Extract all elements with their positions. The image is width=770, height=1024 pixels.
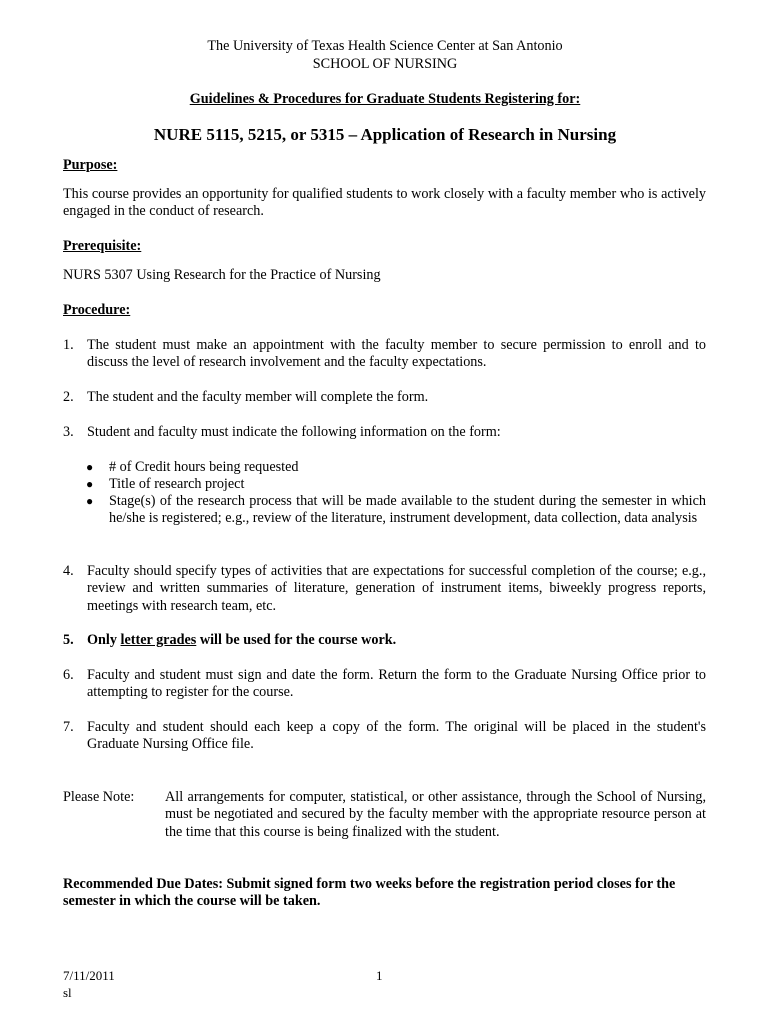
guidelines-heading: Guidelines & Procedures for Graduate Students Registering for: [189,91,581,107]
note-label: Please Note: [63,789,135,805]
footer-date: 7/11/2011 [63,968,115,983]
note-text: All arrangements for computer, statistical, or other assistance, through the School of Nursing, must be negotiated and secured by the faculty member with the appropriate resource person at the time that this course is being finalized with the student. [165,789,706,840]
procedure-item-number: 6. [63,667,74,683]
procedure-item-text: Faculty and student must sign and date the form. Return the form to the Graduate Nursing Office prior to attempting to register for the course. [87,667,706,701]
purpose-heading: Purpose: [63,157,118,173]
institution-name: The University of Texas Health Science Center at San Antonio [207,38,563,54]
bullet-text: Title of research project [109,476,245,492]
procedure-item-number: 3. [63,424,74,440]
procedure-item-number: 1. [63,337,74,353]
procedure-item-number: 5. [63,632,74,648]
grades-text-after: will be used for the course work. [196,632,397,648]
bullet-icon: ● [86,494,94,508]
bullet-icon: ● [86,460,94,474]
bullet-text: # of Credit hours being requested [109,459,299,475]
footer-initials: sl [63,985,72,1000]
prerequisite-text: NURS 5307 Using Research for the Practice of Nursing [63,267,381,283]
grades-text-before: Only [87,632,121,648]
procedure-item-number: 2. [63,389,74,405]
procedure-item-text [87,632,706,649]
procedure-item-text: Student and faculty must indicate the following information on the form: [87,424,501,440]
purpose-text: This course provides an opportunity for qualified students to work closely with a faculty member who is actively engaged in the conduct of research. [63,186,706,220]
course-title-wrap [0,126,770,143]
procedure-item-number: 4. [63,563,74,579]
due-dates-text: Recommended Due Dates: Submit signed form two weeks before the registration period closes for the semester in which the course will be taken. [63,876,676,910]
procedure-item-text: Faculty and student should each keep a copy of the form. The original will be placed in the student's Graduate Nursing Office file. [87,719,706,753]
page-number: 1 [376,968,383,983]
letter-grades-emphasis: letter grades [120,632,197,648]
procedure-item-text: The student and the faculty member will complete the form. [87,389,429,405]
course-title: NURE 5115, 5215, or 5315 – Application of Research in Nursing [153,125,617,144]
procedure-item-text: The student must make an appointment with the faculty member to secure permission to enroll and to discuss the level of research involvement and the faculty expectations. [87,337,706,371]
bullet-icon: ● [86,477,94,491]
procedure-heading: Procedure: [63,302,131,318]
procedure-item-text: Faculty should specify types of activities that are expectations for successful completion of the course; e.g., review and written summaries of literature, generation of instrument items, biweekly progress reports, meetings with research team, etc. [87,563,706,614]
bullet-text: Stage(s) of the research process that will be made available to the student during the semester in which he/she is registered; e.g., review of the literature, instrument development, data collection, data analysis [109,493,706,527]
procedure-item-number: 7. [63,719,74,735]
prerequisite-heading: Prerequisite: [63,238,142,254]
school-name: SCHOOL OF NURSING [312,56,458,72]
